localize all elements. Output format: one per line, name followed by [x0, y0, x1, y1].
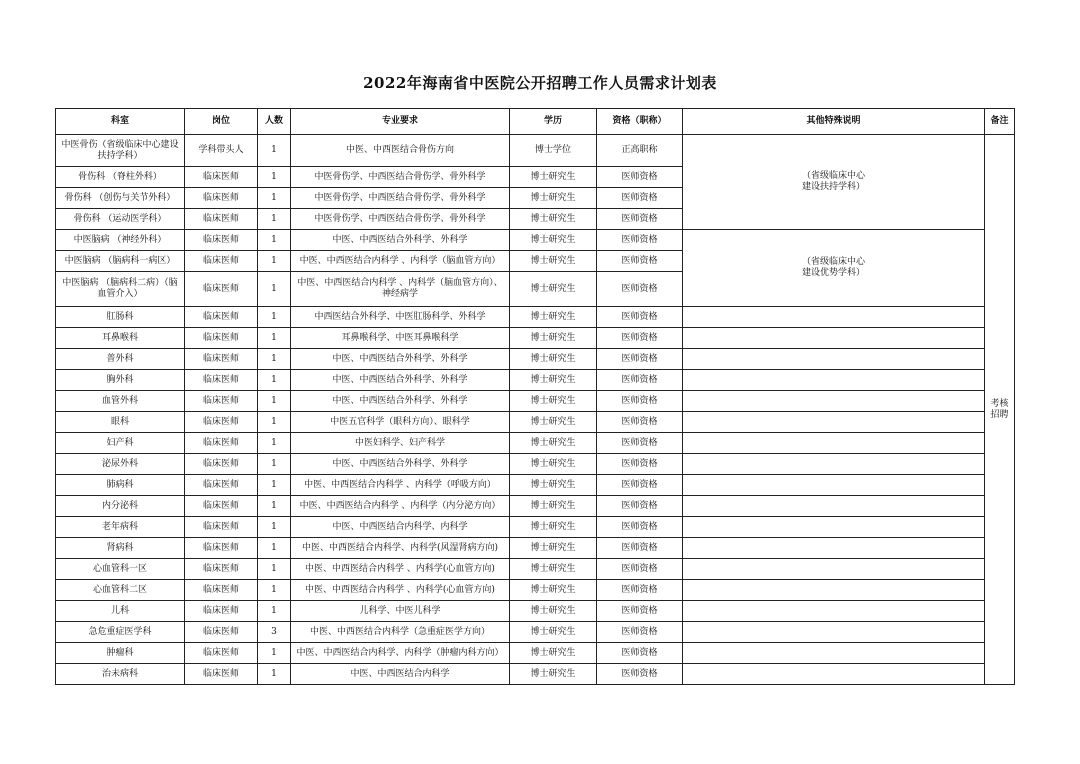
cell-post: 临床医师: [185, 209, 258, 230]
cell-major: 中医、中西医结合内科学 、内科学(心血管方向): [291, 580, 510, 601]
cell-dept: 肿瘤科: [56, 643, 185, 664]
cell-qual: 医师资格: [597, 664, 683, 685]
cell-edu: 博士研究生: [510, 601, 597, 622]
special-note-empty: [683, 328, 985, 349]
cell-major: 中医、中西医结合内科学、内科学(风湿肾病方向): [291, 538, 510, 559]
table-row: [56, 307, 1015, 328]
cell-major: 中医妇科学、妇产科学: [291, 433, 510, 454]
cell-num: 1: [258, 370, 291, 391]
special-note-empty: [683, 349, 985, 370]
cell-edu: 博士研究生: [510, 307, 597, 328]
table-row: [56, 370, 1015, 391]
cell-dept: 急危重症医学科: [56, 622, 185, 643]
cell-qual: 医师资格: [597, 475, 683, 496]
cell-post: 临床医师: [185, 349, 258, 370]
cell-qual: 医师资格: [597, 538, 683, 559]
cell-major: 中医、中西医结合外科学、外科学: [291, 391, 510, 412]
cell-post: 临床医师: [185, 188, 258, 209]
cell-edu: 博士研究生: [510, 412, 597, 433]
cell-dept: 中医脑病 （脑病科一病区）: [56, 251, 185, 272]
cell-edu: 博士研究生: [510, 167, 597, 188]
cell-post: 临床医师: [185, 272, 258, 307]
cell-post: 临床医师: [185, 622, 258, 643]
special-note-empty: [683, 496, 985, 517]
cell-major: 中医、中西医结合内科学 、内科学（脑血管方向）: [291, 251, 510, 272]
table-row: [56, 454, 1015, 475]
table-row: [56, 135, 1015, 167]
cell-qual: 医师资格: [597, 496, 683, 517]
cell-num: 1: [258, 328, 291, 349]
cell-num: 1: [258, 664, 291, 685]
cell-post: 临床医师: [185, 517, 258, 538]
cell-qual: 医师资格: [597, 622, 683, 643]
cell-dept: 骨伤科 （运动医学科）: [56, 209, 185, 230]
cell-edu: 博士学位: [510, 135, 597, 167]
header-num: 人数: [258, 109, 291, 135]
cell-edu: 博士研究生: [510, 538, 597, 559]
cell-post: 临床医师: [185, 307, 258, 328]
header-special: 其他特殊说明: [683, 109, 985, 135]
cell-post: 学科带头人: [185, 135, 258, 167]
cell-major: 中医、中西医结合内科学 、内科学（呼吸方向）: [291, 475, 510, 496]
table-row: [56, 538, 1015, 559]
cell-major: 儿科学、中医儿科学: [291, 601, 510, 622]
cell-dept: 中医脑病 （脑病科二病）（脑血管介入）: [56, 272, 185, 307]
cell-qual: 医师资格: [597, 251, 683, 272]
cell-num: 1: [258, 643, 291, 664]
cell-dept: 肾病科: [56, 538, 185, 559]
cell-qual: 医师资格: [597, 391, 683, 412]
cell-num: 1: [258, 251, 291, 272]
cell-edu: 博士研究生: [510, 496, 597, 517]
cell-post: 临床医师: [185, 538, 258, 559]
header-post: 岗位: [185, 109, 258, 135]
cell-dept: 血管外科: [56, 391, 185, 412]
cell-major: 中医、中西医结合外科学、外科学: [291, 370, 510, 391]
cell-qual: 医师资格: [597, 433, 683, 454]
table-row: [56, 622, 1015, 643]
header-edu: 学历: [510, 109, 597, 135]
special-note-empty: [683, 307, 985, 328]
cell-num: 1: [258, 580, 291, 601]
cell-num: 1: [258, 135, 291, 167]
cell-num: 1: [258, 230, 291, 251]
cell-post: 临床医师: [185, 601, 258, 622]
cell-num: 1: [258, 601, 291, 622]
cell-num: 1: [258, 272, 291, 307]
cell-edu: 博士研究生: [510, 475, 597, 496]
cell-post: 临床医师: [185, 391, 258, 412]
special-note-empty: [683, 412, 985, 433]
header-dept: 科室: [56, 109, 185, 135]
special-note-empty: [683, 601, 985, 622]
cell-dept: 普外科: [56, 349, 185, 370]
cell-edu: 博士研究生: [510, 328, 597, 349]
special-note-empty: [683, 622, 985, 643]
cell-major: 中医、中西医结合内科学: [291, 664, 510, 685]
cell-dept: 眼科: [56, 412, 185, 433]
header-major: 专业要求: [291, 109, 510, 135]
header-qual: 资格（职称）: [597, 109, 683, 135]
special-note-empty: [683, 664, 985, 685]
cell-num: 3: [258, 622, 291, 643]
cell-major: 中医、中西医结合骨伤方向: [291, 135, 510, 167]
cell-post: 临床医师: [185, 230, 258, 251]
table-row: [56, 496, 1015, 517]
cell-dept: 肺病科: [56, 475, 185, 496]
cell-num: 1: [258, 496, 291, 517]
special-note-empty: [683, 517, 985, 538]
special-note-empty: [683, 538, 985, 559]
cell-num: 1: [258, 475, 291, 496]
cell-qual: 医师资格: [597, 454, 683, 475]
cell-edu: 博士研究生: [510, 188, 597, 209]
remark-cell: 考核招聘: [985, 135, 1015, 685]
cell-major: 中医、中西医结合外科学、外科学: [291, 454, 510, 475]
table-row: [56, 328, 1015, 349]
cell-dept: 泌尿外科: [56, 454, 185, 475]
cell-dept: 耳鼻喉科: [56, 328, 185, 349]
cell-dept: 骨伤科 （创伤与关节外科）: [56, 188, 185, 209]
header-remark: 备注: [985, 109, 1015, 135]
cell-edu: 博士研究生: [510, 272, 597, 307]
cell-post: 临床医师: [185, 664, 258, 685]
cell-major: 中医、中西医结合外科学、外科学: [291, 349, 510, 370]
cell-major: 中医骨伤学、中西医结合骨伤学、骨外科学: [291, 188, 510, 209]
cell-edu: 博士研究生: [510, 251, 597, 272]
cell-dept: 中医脑病 （神经外科）: [56, 230, 185, 251]
cell-major: 中西医结合外科学、中医肛肠科学、外科学: [291, 307, 510, 328]
cell-qual: 医师资格: [597, 643, 683, 664]
special-note-empty: [683, 370, 985, 391]
cell-edu: 博士研究生: [510, 622, 597, 643]
cell-edu: 博士研究生: [510, 643, 597, 664]
table-row: [56, 601, 1015, 622]
cell-qual: 医师资格: [597, 209, 683, 230]
cell-qual: 医师资格: [597, 349, 683, 370]
special-note-empty: [683, 559, 985, 580]
cell-edu: 博士研究生: [510, 370, 597, 391]
cell-dept: 胸外科: [56, 370, 185, 391]
cell-post: 临床医师: [185, 370, 258, 391]
cell-num: 1: [258, 349, 291, 370]
cell-major: 中医、中西医结合内科学、内科学: [291, 517, 510, 538]
cell-edu: 博士研究生: [510, 230, 597, 251]
cell-post: 临床医师: [185, 412, 258, 433]
cell-qual: 医师资格: [597, 580, 683, 601]
table-row: [56, 349, 1015, 370]
cell-major: 中医、中西医结合内科学 、内科学(心血管方向): [291, 559, 510, 580]
page-title: 2022年海南省中医院公开招聘工作人员需求计划表: [363, 74, 717, 92]
cell-dept: 治未病科: [56, 664, 185, 685]
table-row: [56, 580, 1015, 601]
table-row: [56, 517, 1015, 538]
cell-post: 临床医师: [185, 580, 258, 601]
cell-qual: 正高职称: [597, 135, 683, 167]
cell-major: 中医、中西医结合外科学、外科学: [291, 230, 510, 251]
cell-qual: 医师资格: [597, 272, 683, 307]
cell-major: 中医、中西医结合内科学（急重症医学方向）: [291, 622, 510, 643]
special-note-empty: [683, 391, 985, 412]
cell-qual: 医师资格: [597, 307, 683, 328]
table-header-row: [56, 109, 1015, 135]
cell-edu: 博士研究生: [510, 580, 597, 601]
cell-post: 临床医师: [185, 559, 258, 580]
cell-dept: 骨伤科 （脊柱外科）: [56, 167, 185, 188]
cell-num: 1: [258, 209, 291, 230]
cell-post: 临床医师: [185, 328, 258, 349]
cell-num: 1: [258, 391, 291, 412]
cell-dept: 妇产科: [56, 433, 185, 454]
cell-qual: 医师资格: [597, 230, 683, 251]
cell-edu: 博士研究生: [510, 349, 597, 370]
cell-major: 中医骨伤学、中西医结合骨伤学、骨外科学: [291, 167, 510, 188]
table-row: [56, 559, 1015, 580]
special-note-group2: （省级临床中心建设优势学科）: [683, 230, 985, 307]
cell-qual: 医师资格: [597, 412, 683, 433]
table-row: [56, 433, 1015, 454]
cell-dept: 内分泌科: [56, 496, 185, 517]
cell-qual: 医师资格: [597, 328, 683, 349]
cell-edu: 博士研究生: [510, 391, 597, 412]
cell-post: 临床医师: [185, 643, 258, 664]
cell-num: 1: [258, 517, 291, 538]
cell-dept: 老年病科: [56, 517, 185, 538]
special-note-empty: [683, 580, 985, 601]
cell-major: 耳鼻喉科学、中医耳鼻喉科学: [291, 328, 510, 349]
cell-qual: 医师资格: [597, 601, 683, 622]
table-row: [56, 475, 1015, 496]
cell-major: 中医、中西医结合内科学、内科学（肿瘤内科方向）: [291, 643, 510, 664]
cell-qual: 医师资格: [597, 167, 683, 188]
cell-qual: 医师资格: [597, 517, 683, 538]
cell-edu: 博士研究生: [510, 454, 597, 475]
table-row: [56, 230, 1015, 251]
cell-qual: 医师资格: [597, 188, 683, 209]
cell-major: 中医、中西医结合内科学 、内科学（内分泌方向）: [291, 496, 510, 517]
cell-num: 1: [258, 307, 291, 328]
cell-post: 临床医师: [185, 251, 258, 272]
cell-num: 1: [258, 538, 291, 559]
table-row: [56, 391, 1015, 412]
cell-post: 临床医师: [185, 433, 258, 454]
special-note-empty: [683, 454, 985, 475]
table-row: [56, 664, 1015, 685]
special-note-empty: [683, 643, 985, 664]
cell-post: 临床医师: [185, 454, 258, 475]
cell-num: 1: [258, 454, 291, 475]
cell-post: 临床医师: [185, 496, 258, 517]
cell-edu: 博士研究生: [510, 433, 597, 454]
cell-major: 中医五官科学（眼科方向）、眼科学: [291, 412, 510, 433]
cell-dept: 儿科: [56, 601, 185, 622]
cell-edu: 博士研究生: [510, 559, 597, 580]
cell-num: 1: [258, 559, 291, 580]
cell-edu: 博士研究生: [510, 664, 597, 685]
table-row: [56, 412, 1015, 433]
table-row: [56, 643, 1015, 664]
cell-post: 临床医师: [185, 475, 258, 496]
cell-num: 1: [258, 188, 291, 209]
cell-qual: 医师资格: [597, 559, 683, 580]
recruitment-table: [55, 108, 1015, 685]
special-note-empty: [683, 475, 985, 496]
cell-major: 中医骨伤学、中西医结合骨伤学、骨外科学: [291, 209, 510, 230]
cell-dept: 心血管科二区: [56, 580, 185, 601]
special-note-group1: （省级临床中心建设扶持学科）: [683, 135, 985, 230]
cell-dept: 中医骨伤（省级临床中心建设扶持学科）: [56, 135, 185, 167]
cell-num: 1: [258, 412, 291, 433]
cell-edu: 博士研究生: [510, 517, 597, 538]
cell-major: 中医、中西医结合内科学 、内科学（脑血管方向）、神经病学: [291, 272, 510, 307]
cell-dept: 肛肠科: [56, 307, 185, 328]
cell-post: 临床医师: [185, 167, 258, 188]
cell-num: 1: [258, 433, 291, 454]
cell-num: 1: [258, 167, 291, 188]
cell-edu: 博士研究生: [510, 209, 597, 230]
special-note-empty: [683, 433, 985, 454]
cell-qual: 医师资格: [597, 370, 683, 391]
cell-dept: 心血管科一区: [56, 559, 185, 580]
